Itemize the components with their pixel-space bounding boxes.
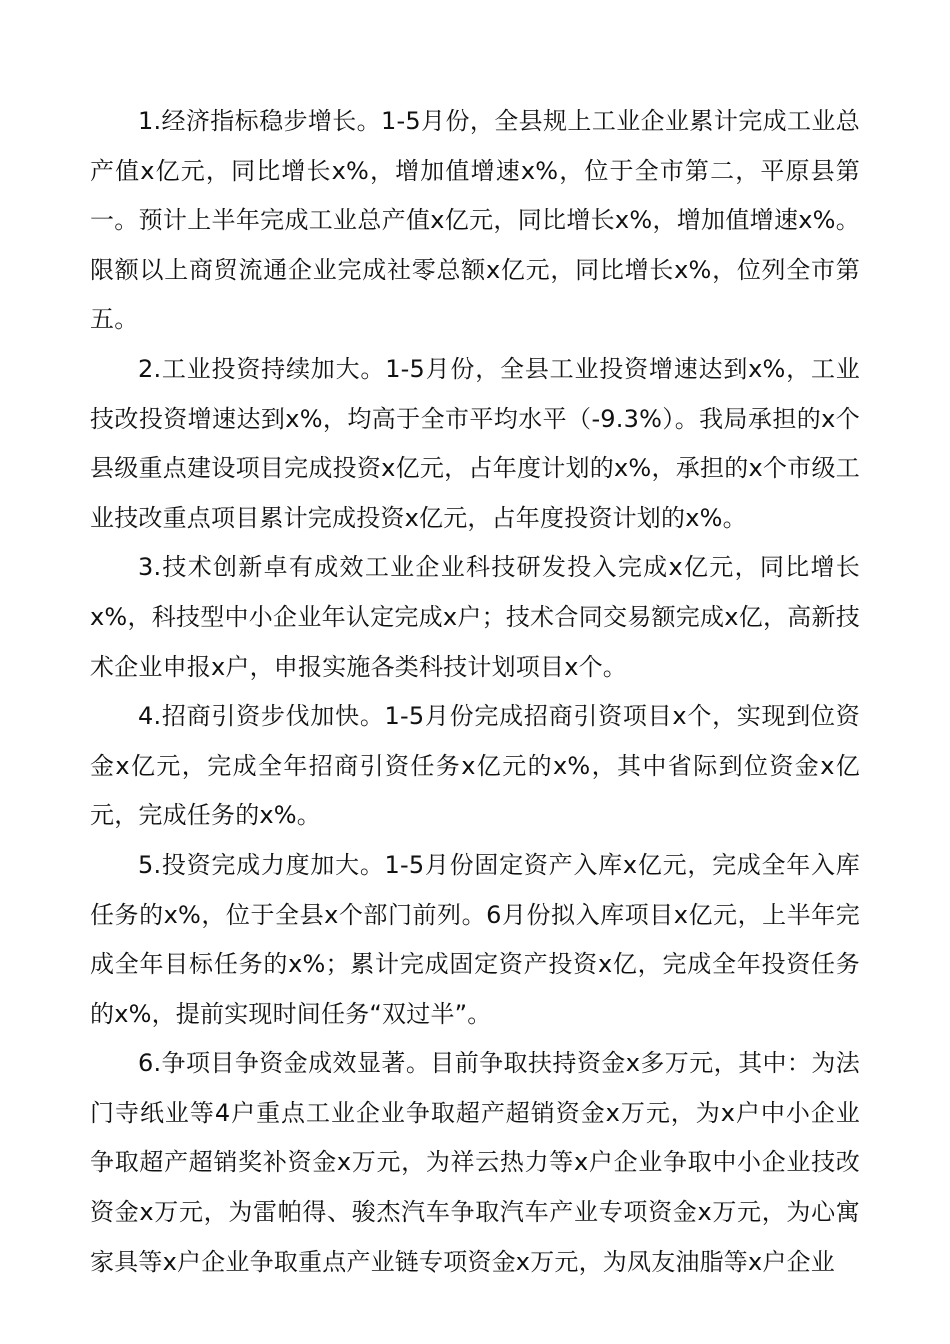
paragraph-technology-innovation: 3.技术创新卓有成效工业企业科技研发投入完成x亿元，同比增长x%，科技型中小企业年认定完成x户；技术合同交易额完成x亿，高新技术企业申报x户，申报实施各类科技计划项目x个。 <box>90 553 860 681</box>
paragraph-project-funding: 6.争项目争资金成效显著。目前争取扶持资金x多万元，其中：为法门寺纸业等4户重点工业企业争取超产超销资金x万元，为x户中小企业争取超产超销奖补资金x万元，为祥云热力等x户企业争取中小企业技改资金x万元，为雷帕得、骏杰汽车争取汽车产业专项资金x万元，为心寓家具等x户企业争取重点产业链专项资金x万元，为凤友油脂等x户企业 <box>90 1049 860 1276</box>
paragraph-industrial-investment: 2.工业投资持续加大。1-5月份，全县工业投资增速达到x%，工业技改投资增速达到x%，均高于全市平均水平（-9.3%）。我局承担的x个县级重点建设项目完成投资x亿元，占年度计划的x%，承担的x个市级工业技改重点项目累计完成投资x亿元，占年度投资计划的x%。 <box>90 354 860 532</box>
paragraph-economic-indicators: 1.经济指标稳步增长。1-5月份，全县规上工业企业累计完成工业总产值x亿元，同比增长x%，增加值增速x%，位于全市第二，平原县第一。预计上半年完成工业总产值x亿元，同比增长x%，增加值增速x%。限额以上商贸流通企业完成社零总额x亿元，同比增长x%，位列全市第五。 <box>90 107 860 334</box>
paragraph-investment-attraction: 4.招商引资步伐加快。1-5月份完成招商引资项目x个，实现到位资金x亿元，完成全年招商引资任务x亿元的x%，其中省际到位资金x亿元，完成任务的x%。 <box>90 702 860 830</box>
paragraph-investment-completion: 5.投资完成力度加大。1-5月份固定资产入库x亿元，完成全年入库任务的x%，位于全县x个部门前列。6月份拟入库项目x亿元，上半年完成全年目标任务的x%；累计完成固定资产投资x亿，完成全年投资任务的x%，提前实现时间任务“双过半”。 <box>90 850 860 1028</box>
document-page <box>90 97 860 1287</box>
